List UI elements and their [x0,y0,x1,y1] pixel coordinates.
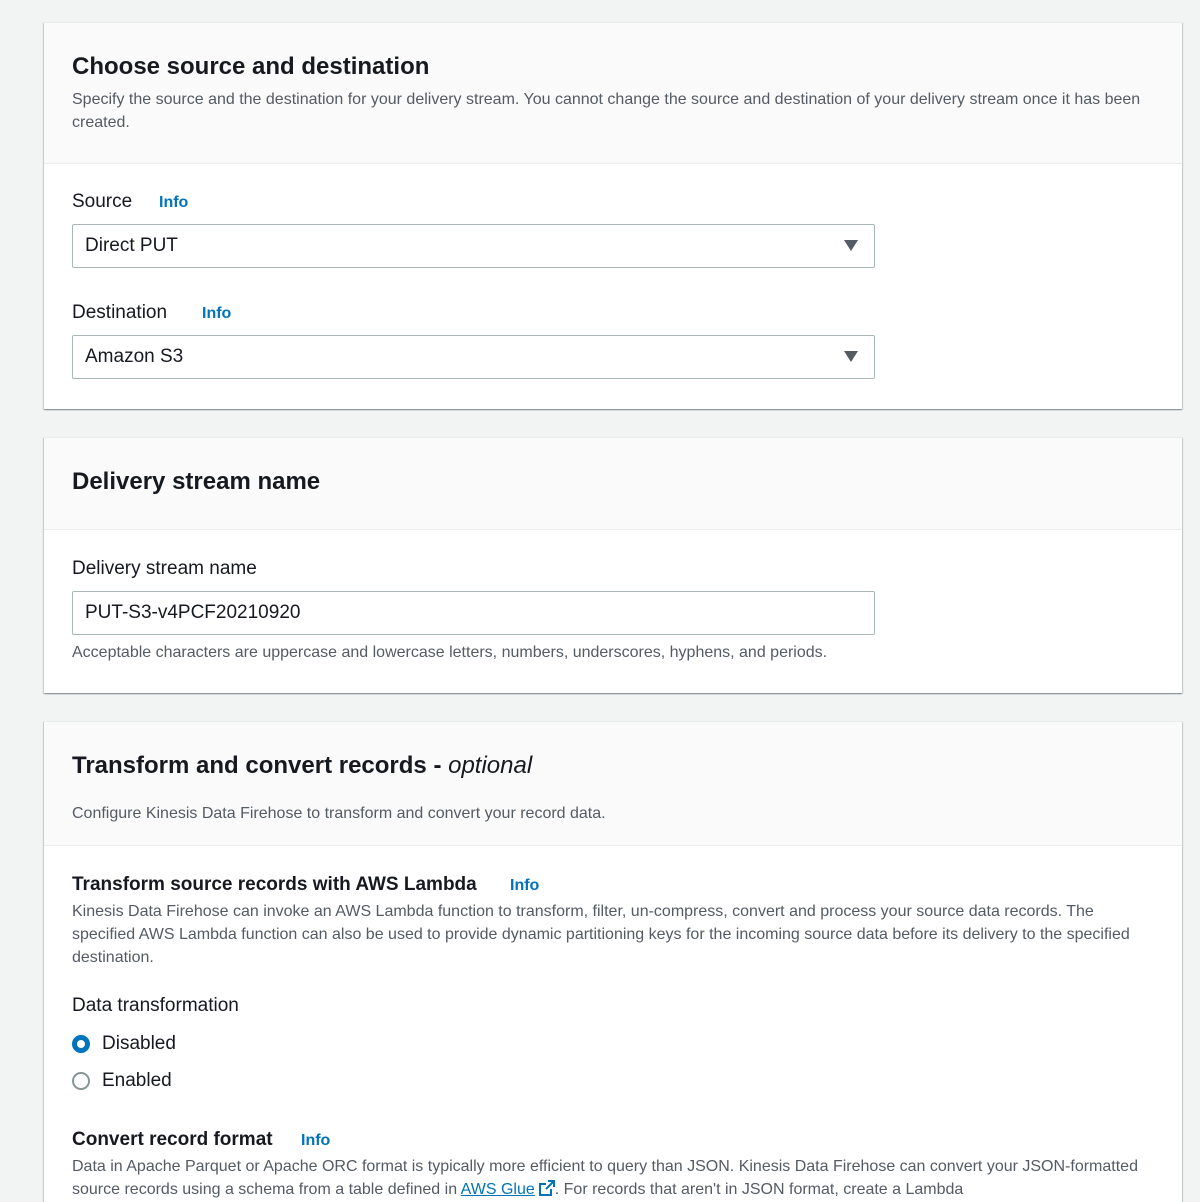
radio-option-enabled[interactable] [72,1068,172,1094]
convert-info-link[interactable]: Info [301,1132,331,1149]
panel-title-optional: optional [448,752,533,779]
transform-panel [44,721,1182,1202]
delivery-stream-panel [44,437,1182,693]
radio-option-disabled[interactable] [72,1031,176,1057]
dropdown-caret-icon [844,351,858,362]
lambda-info-link[interactable]: Info [510,877,540,894]
radio-button-unchecked[interactable] [72,1072,90,1090]
panel-title-text: Transform and convert records - [72,752,449,779]
radio-label-disabled: Disabled [102,1033,176,1054]
panel-title: Choose source and destination [72,53,430,80]
delivery-stream-name-hint: Acceptable characters are uppercase and lowercase letters, numbers, underscores, hyphens, and periods. [72,644,828,661]
source-destination-panel [44,22,1182,409]
source-label: Source [72,191,133,212]
source-select[interactable] [72,224,875,268]
destination-select[interactable] [72,335,875,379]
lambda-heading: Transform source records with AWS Lambda [72,874,477,895]
source-select-value: Direct PUT [85,235,178,256]
convert-description [72,1155,1146,1201]
transform-header [44,722,1182,846]
delivery-stream-name-input[interactable] [72,591,875,635]
radio-label-enabled: Enabled [102,1070,172,1091]
panel-description: Specify the source and the destination for your delivery stream. You cannot change the source and destination of your delivery stream once it has been created. [72,91,1141,131]
panel-description: Configure Kinesis Data Firehose to transform and convert your record data. [72,805,606,822]
destination-label: Destination [72,302,168,323]
source-info-link[interactable]: Info [159,194,189,211]
dropdown-caret-icon [844,240,858,251]
external-link-icon[interactable] [539,1180,555,1196]
delivery-stream-header [44,438,1182,530]
destination-select-value: Amazon S3 [85,346,184,367]
source-destination-header [44,23,1182,164]
radio-button-checked[interactable] [72,1035,90,1053]
data-transformation-label: Data transformation [72,995,239,1016]
aws-glue-link[interactable]: AWS Glue [460,1181,535,1198]
panel-title [72,752,532,780]
panel-title: Delivery stream name [72,468,321,495]
lambda-description: Kinesis Data Firehose can invoke an AWS Lambda function to transform, filter, un-compress, convert and process your source data records. The specified AWS Lambda function can also be used to provide dynamic partitioning keys for the incoming source data before its delivery to the specified destination. [72,903,1130,966]
convert-text-2: . For records that aren't in JSON format, create a Lambda [554,1181,964,1198]
convert-text-1: Data in Apache Parquet or Apache ORC format is typically more efficient to query than JSON. Kinesis Data Firehose can convert your JSON-formatted source records using a schema from a table defined in [72,1158,1138,1198]
convert-heading: Convert record format [72,1129,273,1150]
destination-info-link[interactable]: Info [202,305,232,322]
delivery-stream-name-label: Delivery stream name [72,558,257,579]
